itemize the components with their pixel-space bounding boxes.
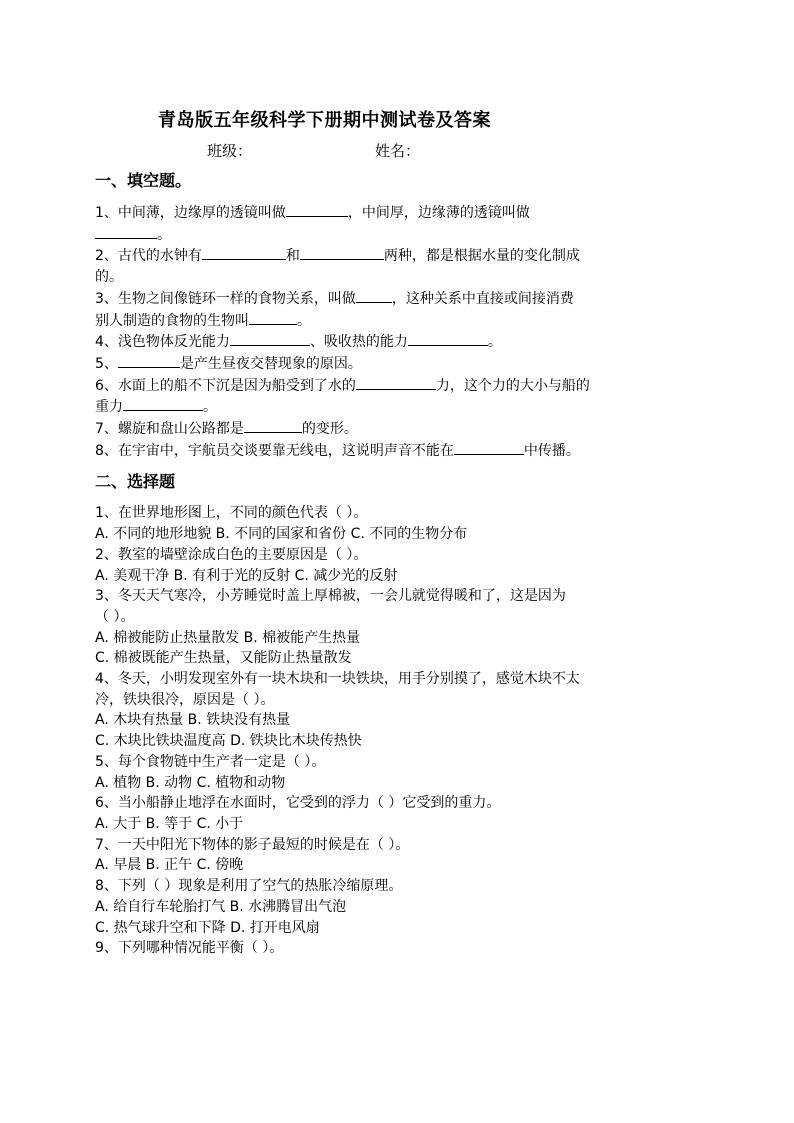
class-label: 班级： — [207, 142, 253, 160]
text: 4、浅色物体反光能力 — [95, 334, 230, 351]
answer-blank[interactable] — [123, 396, 203, 411]
text: 和 — [285, 248, 300, 265]
page-title: 青岛版五年级科学下册期中测试卷及答案 — [158, 110, 491, 131]
answer-blank[interactable] — [408, 331, 488, 346]
question-line — [95, 331, 665, 353]
question-line — [95, 375, 665, 397]
question-line — [95, 202, 665, 224]
text: 。 — [157, 226, 171, 243]
question-line: 冷，铁块很冷，原因是（ ）。 — [95, 691, 275, 708]
question-line — [95, 353, 665, 375]
section-multiple-choice-heading: 二、选择题 — [95, 472, 176, 492]
text: 3、生物之间像链环一样的食物关系，叫做 — [95, 290, 356, 307]
question-line: 4、冬天，小明发现室外有一块木块和一块铁块，用手分别摸了，感觉木块不太 — [95, 671, 580, 688]
answer-blank[interactable] — [244, 418, 302, 433]
text: 。 — [297, 312, 311, 329]
text: 7、螺旋和盘山公路都是 — [95, 421, 244, 438]
question-line — [95, 440, 665, 462]
option-line: A. 给自行车轮胎打气 B. 水沸腾冒出气泡 — [95, 898, 347, 915]
option-line: C. 木块比铁块温度高 D. 铁块比木块传热快 — [95, 733, 362, 750]
text: 是产生昼夜交替现象的原因。 — [179, 355, 362, 372]
option-line: A. 大于 B. 等于 C. 小于 — [95, 815, 244, 832]
exam-content — [95, 170, 665, 959]
text: 别人制造的食物的生物叫 — [95, 312, 249, 329]
question-line: 9、下列哪种情况能平衡（ ）。 — [95, 940, 284, 957]
option-line: A. 美观干净 B. 有利于光的反射 C. 减少光的反射 — [95, 567, 398, 584]
option-line: C. 热气球升空和下降 D. 打开电风扇 — [95, 919, 320, 936]
question-line — [95, 245, 665, 267]
option-line: A. 植物 B. 动物 C. 植物和动物 — [95, 774, 286, 791]
text: 1、中间薄，边缘厚的透镜叫做 — [95, 205, 286, 221]
answer-blank[interactable] — [118, 353, 180, 368]
question-line: （ ）。 — [95, 608, 135, 625]
question-line — [95, 224, 665, 246]
text: 6、水面上的船不下沉是因为船受到了水的 — [95, 377, 356, 394]
question-line — [95, 267, 665, 288]
text: 中传播。 — [523, 442, 580, 459]
option-line: C. 棉被既能产生热量，又能防止热量散发 — [95, 650, 352, 667]
answer-blank[interactable] — [286, 202, 348, 217]
answer-blank[interactable] — [454, 440, 524, 455]
text: ，这种关系中直接或间接消费 — [391, 290, 574, 307]
question-line: 7、一天中阳光下物体的影子最短的时候是在（ ）。 — [95, 836, 410, 853]
text: 、吸收热的能力 — [309, 334, 408, 351]
text: 力，这个力的大小与船的 — [435, 377, 590, 394]
answer-blank[interactable] — [356, 288, 392, 303]
answer-blank[interactable] — [95, 224, 157, 239]
text: 两种，都是根据水量的变化制成 — [383, 248, 580, 265]
text: 。 — [487, 334, 502, 351]
section-fill-blank-heading: 一、填空题。 — [95, 171, 192, 190]
answer-blank[interactable] — [249, 310, 297, 325]
text: 5、 — [95, 355, 118, 372]
text: ，中间厚，边缘薄的透镜叫做 — [347, 205, 530, 221]
question-line — [95, 310, 665, 332]
name-label: 姓名： — [375, 142, 421, 160]
answer-blank[interactable] — [202, 245, 286, 260]
answer-blank[interactable] — [300, 245, 384, 260]
text: 。 — [203, 399, 217, 416]
option-line: A. 不同的地形地貌 B. 不同的国家和省份 C. 不同的生物分布 — [95, 526, 468, 543]
question-line: 1、在世界地形图上，不同的颜色代表（ ）。 — [95, 505, 368, 522]
option-line: A. 早晨 B. 正午 C. 傍晚 — [95, 857, 244, 874]
text: 重力 — [95, 399, 123, 416]
question-line: 5、每个食物链中生产者一定是（ ）。 — [95, 753, 326, 770]
question-line: 2、教室的墙壁涂成白色的主要原因是（ ）。 — [95, 546, 368, 563]
question-line — [95, 288, 665, 310]
question-line — [95, 418, 665, 440]
text: 8、在宇宙中，宇航员交谈要靠无线电，这说明声音不能在 — [95, 442, 454, 459]
question-line: 6、当小船静止地浮在水面时，它受到的浮力（ ）它受到的重力。 — [95, 795, 501, 812]
answer-blank[interactable] — [356, 375, 436, 390]
question-line — [95, 396, 665, 418]
answer-blank[interactable] — [230, 331, 310, 346]
text: 的变形。 — [301, 421, 358, 438]
option-line: A. 棉被能防止热量散发 B. 棉被能产生热量 — [95, 629, 361, 646]
question-line: 8、下列（ ）现象是利用了空气的热胀冷缩原理。 — [95, 878, 403, 895]
option-line: A. 木块有热量 B. 铁块没有热量 — [95, 712, 291, 729]
text: 2、古代的水钟有 — [95, 248, 202, 265]
question-line: 3、冬天天气寒冷，小芳睡觉时盖上厚棉被，一会儿就觉得暖和了，这是因为 — [95, 588, 566, 605]
text: 的。 — [95, 269, 123, 286]
